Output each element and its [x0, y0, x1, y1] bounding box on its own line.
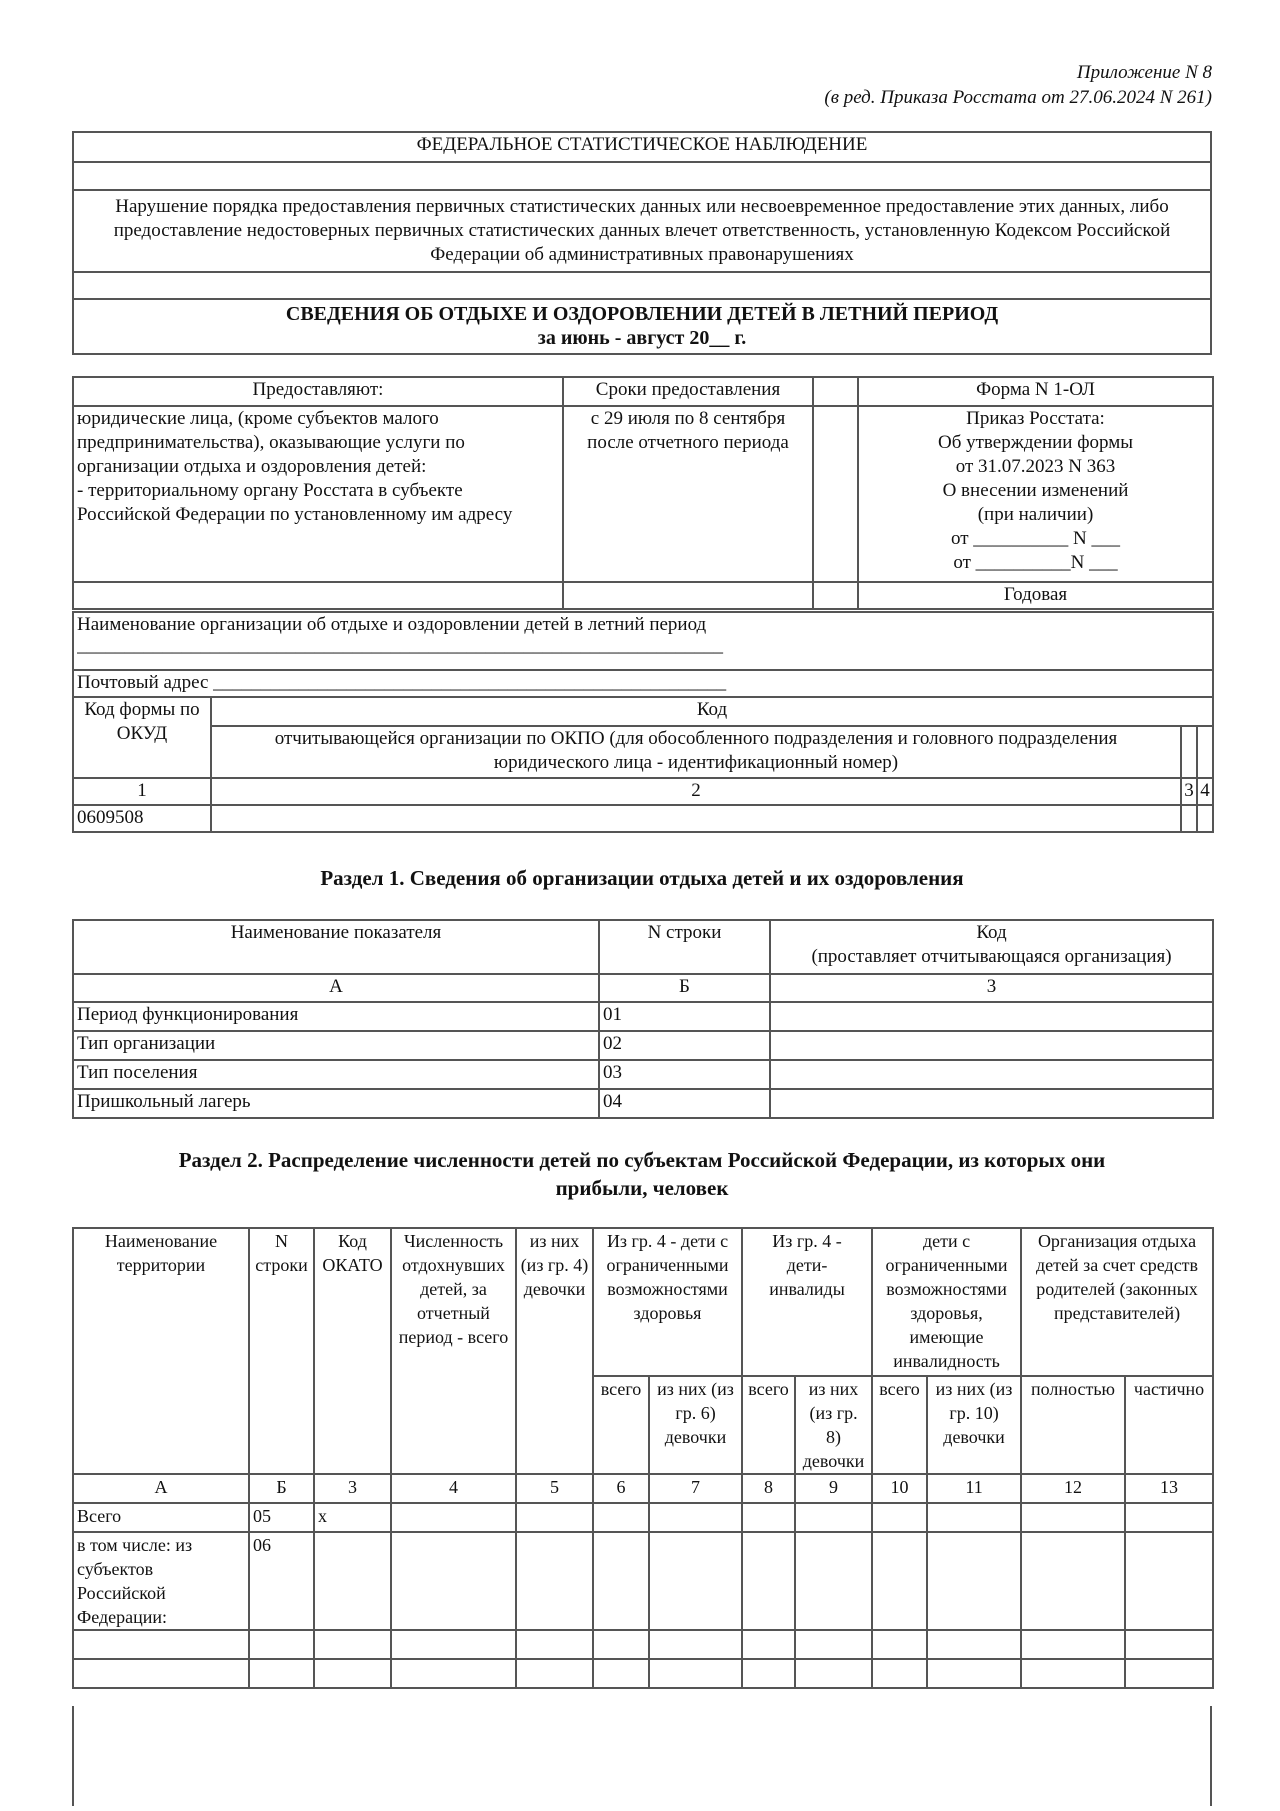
- data-cell[interactable]: [1021, 1532, 1125, 1630]
- indicator-name: Тип поселения: [73, 1060, 599, 1089]
- form-number: Форма N 1-ОЛ: [858, 377, 1213, 406]
- table-row: [73, 1031, 1213, 1060]
- header-table: [72, 131, 1212, 355]
- col-number: 5: [516, 1474, 593, 1503]
- section2-title: [72, 1146, 1212, 1202]
- form-period: за июнь - август 20__ г.: [537, 327, 747, 349]
- section1-table: [72, 919, 1214, 1119]
- appendix-number: Приложение N 8: [1076, 62, 1212, 83]
- data-cell[interactable]: [872, 1630, 927, 1659]
- s2-header-all: всего: [593, 1376, 649, 1474]
- territory-name: Всего: [73, 1503, 249, 1532]
- data-cell[interactable]: [1021, 1659, 1125, 1688]
- data-cell[interactable]: [516, 1659, 593, 1688]
- who-line: - территориальному органу Росстата в субъекте: [77, 480, 463, 501]
- s1-code-label: Код: [976, 922, 1007, 943]
- empty-cell: [813, 582, 858, 609]
- data-cell[interactable]: [927, 1503, 1021, 1532]
- who-line: предпринимательства), оказывающие услуги по: [77, 432, 465, 453]
- line-number: 04: [599, 1089, 770, 1118]
- data-cell[interactable]: [649, 1630, 742, 1659]
- order-line: от __________N ___: [953, 552, 1118, 573]
- col-letter: Б: [599, 974, 770, 1002]
- code-field[interactable]: [1181, 805, 1197, 832]
- table-row: [73, 1532, 1213, 1630]
- frequency: Годовая: [858, 582, 1213, 609]
- data-cell[interactable]: [872, 1532, 927, 1630]
- okato-code: [314, 1532, 391, 1630]
- organization-table: [72, 611, 1214, 833]
- data-cell[interactable]: [1021, 1503, 1125, 1532]
- okud-code: 0609508: [73, 805, 211, 832]
- col-number: 12: [1021, 1474, 1125, 1503]
- col-number: Б: [249, 1474, 314, 1503]
- data-cell[interactable]: [391, 1630, 516, 1659]
- col-number: 13: [1125, 1474, 1213, 1503]
- okato-code[interactable]: [314, 1659, 391, 1688]
- line-number[interactable]: [249, 1630, 314, 1659]
- submission-table: [72, 376, 1214, 610]
- who-submits-header: Предоставляют:: [73, 377, 563, 406]
- postal-address-field[interactable]: Почтовый адрес ______________________________________________________: [73, 670, 1213, 697]
- data-cell[interactable]: [795, 1532, 872, 1630]
- s2-header-okato: Код ОКАТО: [314, 1228, 391, 1474]
- territory-name: в том числе: из субъектов Российской Федерации:: [73, 1532, 249, 1630]
- table-row: [73, 1002, 1213, 1031]
- s2-header-line: N строки: [249, 1228, 314, 1474]
- col-number: 10: [872, 1474, 927, 1503]
- okpo-code-field[interactable]: [211, 805, 1181, 832]
- section1-title: Раздел 1. Сведения об организации отдыха детей и их оздоровления: [320, 866, 964, 890]
- who-line: организации отдыха и оздоровления детей:: [77, 456, 427, 477]
- empty-row: [73, 162, 1211, 190]
- data-cell[interactable]: [391, 1532, 516, 1630]
- data-cell[interactable]: [1125, 1503, 1213, 1532]
- empty-cell: [813, 377, 858, 406]
- org-name-label: Наименование организации об отдыхе и оздоровлении детей в летний период: [77, 614, 707, 635]
- code-input[interactable]: [770, 1031, 1213, 1060]
- okud-label: Код формы по ОКУД: [73, 697, 211, 778]
- col-number: А: [73, 1474, 249, 1503]
- data-cell[interactable]: [516, 1532, 593, 1630]
- col-number: 4: [1197, 778, 1213, 805]
- data-cell[interactable]: [872, 1503, 927, 1532]
- s1-header-line: N строки: [599, 920, 770, 974]
- section2-table: [72, 1227, 1214, 1689]
- col-number: 9: [795, 1474, 872, 1503]
- s2-header-invalids: Из гр. 4 - дети-инвалиды: [742, 1228, 872, 1376]
- line-number: 06: [249, 1532, 314, 1630]
- s2-header-all: всего: [742, 1376, 795, 1474]
- s2-header-full: полностью: [1021, 1376, 1125, 1474]
- data-cell[interactable]: [742, 1630, 795, 1659]
- federal-observation-title: ФЕДЕРАЛЬНОЕ СТАТИСТИЧЕСКОЕ НАБЛЮДЕНИЕ: [73, 132, 1211, 162]
- data-cell[interactable]: [649, 1503, 742, 1532]
- order-line: от 31.07.2023 N 363: [955, 456, 1116, 477]
- data-cell[interactable]: [391, 1659, 516, 1688]
- order-line: Приказ Росстата:: [966, 408, 1105, 429]
- order-text: [858, 406, 1213, 582]
- col-number: 8: [742, 1474, 795, 1503]
- col-number: 3: [314, 1474, 391, 1503]
- table-row: [73, 1060, 1213, 1089]
- form-title: [73, 299, 1211, 354]
- empty-cell: [563, 582, 813, 609]
- table-continuation: [72, 1706, 1212, 1806]
- data-cell[interactable]: [649, 1659, 742, 1688]
- data-cell[interactable]: [593, 1659, 649, 1688]
- data-cell[interactable]: [742, 1659, 795, 1688]
- data-cell[interactable]: [795, 1630, 872, 1659]
- data-cell[interactable]: [872, 1659, 927, 1688]
- s2-header-girls8: из них (из гр. 8) девочки: [795, 1376, 872, 1474]
- table-row: [73, 1089, 1213, 1118]
- s2-header-total: Численность отдохнувших детей, за отчетный период - всего: [391, 1228, 516, 1474]
- table-row: [73, 1503, 1213, 1532]
- table-row: [73, 1659, 1213, 1688]
- code-input[interactable]: [770, 1089, 1213, 1118]
- s2-header-partial: частично: [1125, 1376, 1213, 1474]
- col-letter: 3: [770, 974, 1213, 1002]
- line-number: 02: [599, 1031, 770, 1060]
- data-cell[interactable]: [1021, 1630, 1125, 1659]
- deadline-text: [563, 406, 813, 582]
- section2-title-line1: Раздел 2. Распределение численности детей по субъектам Российской Федерации, из которых они: [178, 1148, 1106, 1172]
- empty-row: [73, 272, 1211, 299]
- order-line: (при наличии): [977, 504, 1094, 525]
- territory-name[interactable]: [73, 1659, 249, 1688]
- code-field[interactable]: [1197, 805, 1213, 832]
- s2-header-limited-health: Из гр. 4 - дети с ограниченными возможностями здоровья: [593, 1228, 742, 1376]
- code-input[interactable]: [770, 1060, 1213, 1089]
- s2-header-parents-pay: Организация отдыха детей за счет средств родителей (законных представителей): [1021, 1228, 1213, 1376]
- data-cell[interactable]: [1125, 1659, 1213, 1688]
- data-cell[interactable]: [593, 1630, 649, 1659]
- indicator-name: Пришкольный лагерь: [73, 1089, 599, 1118]
- col-letter: А: [73, 974, 599, 1002]
- data-cell[interactable]: [927, 1659, 1021, 1688]
- col-number: 1: [73, 778, 211, 805]
- deadline-header: Сроки предоставления: [563, 377, 813, 406]
- indicator-name: Период функционирования: [73, 1002, 599, 1031]
- data-cell[interactable]: [742, 1503, 795, 1532]
- data-cell[interactable]: [1125, 1532, 1213, 1630]
- empty-cell: [1197, 726, 1213, 778]
- line-number: 03: [599, 1060, 770, 1089]
- col-number: 11: [927, 1474, 1021, 1503]
- order-line: от __________ N ___: [950, 528, 1121, 549]
- who-line: Российской Федерации по установленному им адресу: [77, 504, 513, 525]
- appendix-amendment: (в ред. Приказа Росстата от 27.06.2024 N 261): [824, 87, 1212, 108]
- col-number: 3: [1181, 778, 1197, 805]
- col-number: 4: [391, 1474, 516, 1503]
- who-submits-text: [73, 406, 563, 582]
- section2-title-line2: прибыли, человек: [555, 1176, 729, 1200]
- data-cell[interactable]: [927, 1630, 1021, 1659]
- org-name-line: ____________________________________________________________________: [77, 637, 723, 655]
- data-cell[interactable]: [795, 1503, 872, 1532]
- indicator-name: Тип организации: [73, 1031, 599, 1060]
- s2-header-limited-invalids: дети с ограниченными возможностями здоровья, имеющие инвалидность: [872, 1228, 1021, 1376]
- data-cell[interactable]: [391, 1503, 516, 1532]
- form-title-main: СВЕДЕНИЯ ОБ ОТДЫХЕ И ОЗДОРОВЛЕНИИ ДЕТЕЙ В ЛЕТНИЙ ПЕРИОД: [285, 303, 999, 325]
- line-number: 05: [249, 1503, 314, 1532]
- data-cell[interactable]: [795, 1659, 872, 1688]
- data-cell[interactable]: [516, 1630, 593, 1659]
- s1-header-indicator: Наименование показателя: [73, 920, 599, 974]
- data-cell[interactable]: [516, 1503, 593, 1532]
- line-number[interactable]: [249, 1659, 314, 1688]
- order-line: О внесении изменений: [942, 480, 1129, 501]
- code-input[interactable]: [770, 1002, 1213, 1031]
- data-cell[interactable]: [593, 1503, 649, 1532]
- s1-header-code: [770, 920, 1213, 974]
- s2-header-girls: из них (из гр. 4) девочки: [516, 1228, 593, 1474]
- code-label: Код: [211, 697, 1213, 726]
- territory-name[interactable]: [73, 1630, 249, 1659]
- data-cell[interactable]: [593, 1532, 649, 1630]
- s1-code-note: (проставляет отчитывающаяся организация): [811, 946, 1172, 967]
- liability-warning: Нарушение порядка предоставления первичных статистических данных или несвоевременное предоставление этих данных, либо предоставление недостоверных первичных статистических данных влечет ответственность, установленную Кодексом Российской Федерации об административных правонарушениях: [73, 190, 1211, 272]
- s2-header-girls10: из них (из гр. 10) девочки: [927, 1376, 1021, 1474]
- data-cell[interactable]: [927, 1532, 1021, 1630]
- order-line: Об утверждении формы: [937, 432, 1134, 453]
- col-number: 6: [593, 1474, 649, 1503]
- okato-code: х: [314, 1503, 391, 1532]
- org-name-field[interactable]: [73, 612, 1213, 670]
- s2-header-girls6: из них (из гр. 6) девочки: [649, 1376, 742, 1474]
- deadline-line: с 29 июля по 8 сентября: [590, 408, 786, 429]
- who-line: юридические лица, (кроме субъектов малого: [77, 408, 439, 429]
- appendix-note: [824, 60, 1212, 110]
- table-row: [73, 1630, 1213, 1659]
- okato-code[interactable]: [314, 1630, 391, 1659]
- empty-cell: [813, 406, 858, 582]
- data-cell[interactable]: [649, 1532, 742, 1630]
- col-number: 7: [649, 1474, 742, 1503]
- s2-header-territory: Наименование территории: [73, 1228, 249, 1474]
- empty-cell: [1181, 726, 1197, 778]
- data-cell[interactable]: [1125, 1630, 1213, 1659]
- okpo-label: отчитывающейся организации по ОКПО (для обособленного подразделения и головного подразделения юридического лица - идентификационный номер): [211, 726, 1181, 778]
- s2-header-all: всего: [872, 1376, 927, 1474]
- line-number: 01: [599, 1002, 770, 1031]
- data-cell[interactable]: [742, 1532, 795, 1630]
- empty-cell: [73, 582, 563, 609]
- col-number: 2: [211, 778, 1181, 805]
- deadline-line: после отчетного периода: [587, 432, 789, 453]
